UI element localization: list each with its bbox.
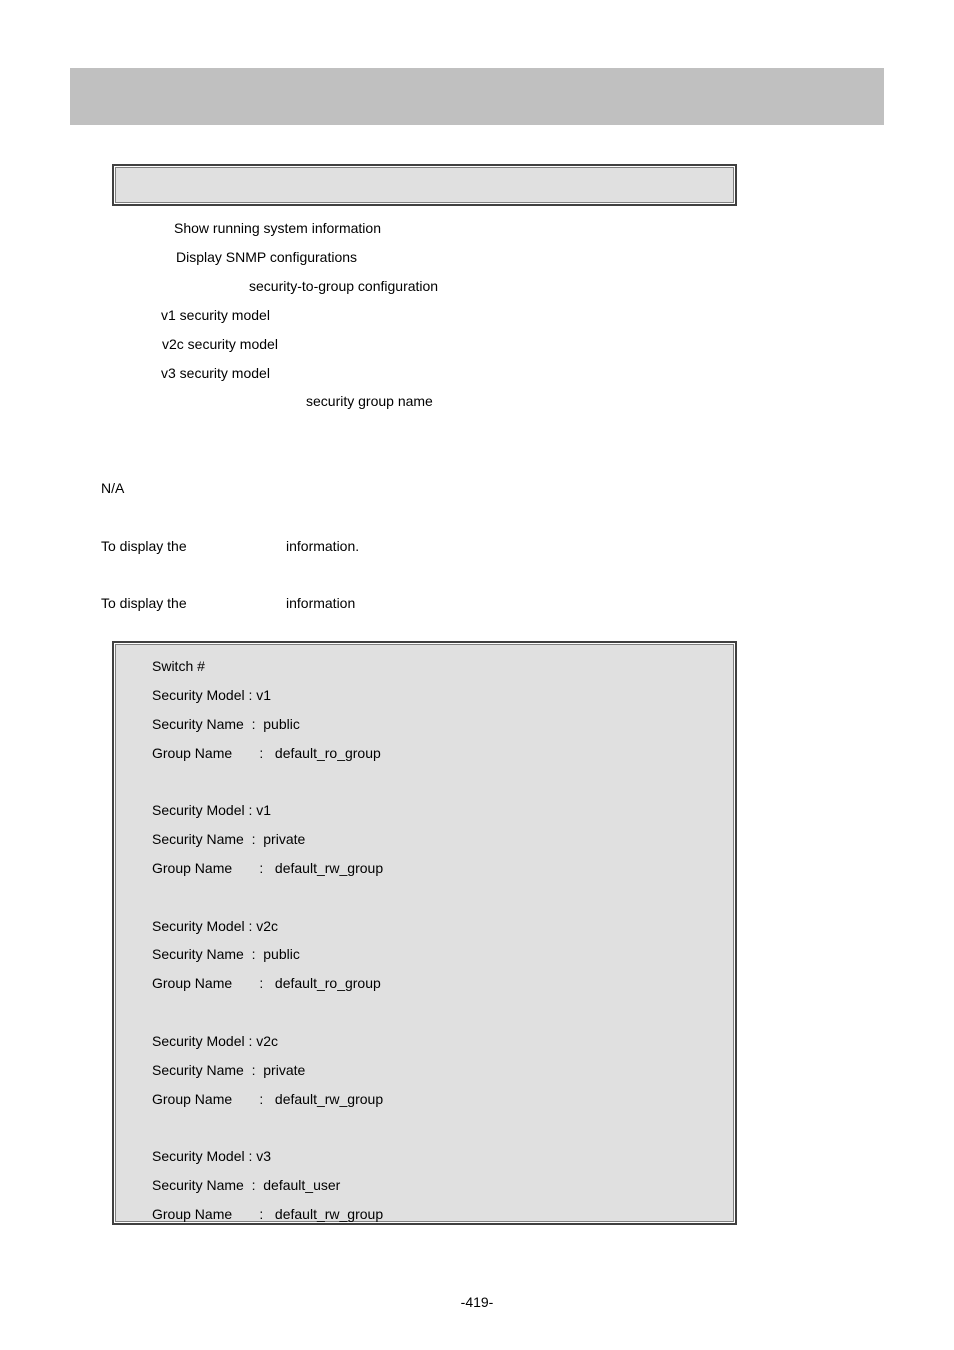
- entry-security-name: Security Name : private: [152, 1062, 306, 1078]
- param-desc-v3: v3 security model: [161, 365, 270, 381]
- entry-security-name: Security Name : public: [152, 946, 300, 962]
- param-desc-group-name: security group name: [306, 393, 433, 409]
- entry-group-name: Group Name : default_rw_group: [152, 1206, 384, 1222]
- entry-group-name: Group Name : default_rw_group: [152, 1091, 384, 1107]
- entry-group-name: Group Name : default_rw_group: [152, 860, 384, 876]
- example-intro-a: To display the: [101, 595, 187, 611]
- entry-security-model: Security Model : v3: [152, 1148, 272, 1164]
- entry-security-model: Security Model : v2c: [152, 1033, 279, 1049]
- entry-group-name: Group Name : default_ro_group: [152, 745, 381, 761]
- param-desc-snmp: Display SNMP configurations: [176, 249, 358, 265]
- entry-security-model: Security Model : v1: [152, 802, 272, 818]
- param-desc-show: Show running system information: [174, 220, 381, 236]
- example-intro-b: information: [286, 595, 356, 611]
- entry-security-model: Security Model : v1: [152, 687, 272, 703]
- entry-security-name: Security Name : private: [152, 831, 306, 847]
- cli-prompt: Switch #: [152, 658, 205, 674]
- usage-text-1b: information.: [286, 538, 360, 554]
- entry-security-model: Security Model : v2c: [152, 918, 279, 934]
- entry-security-name: Security Name : public: [152, 716, 300, 732]
- param-desc-security-to-group: security-to-group configuration: [249, 278, 439, 294]
- usage-text-1a: To display the: [101, 538, 187, 554]
- entry-group-name: Group Name : default_ro_group: [152, 975, 381, 991]
- command-syntax-box: [112, 164, 737, 206]
- param-desc-v2c: v2c security model: [162, 336, 278, 352]
- page-number: -419-: [460, 1294, 494, 1310]
- entry-security-name: Security Name : default_user: [152, 1177, 341, 1193]
- param-desc-v1: v1 security model: [161, 307, 270, 323]
- default-value: N/A: [101, 480, 125, 496]
- section-header-band: [70, 68, 884, 125]
